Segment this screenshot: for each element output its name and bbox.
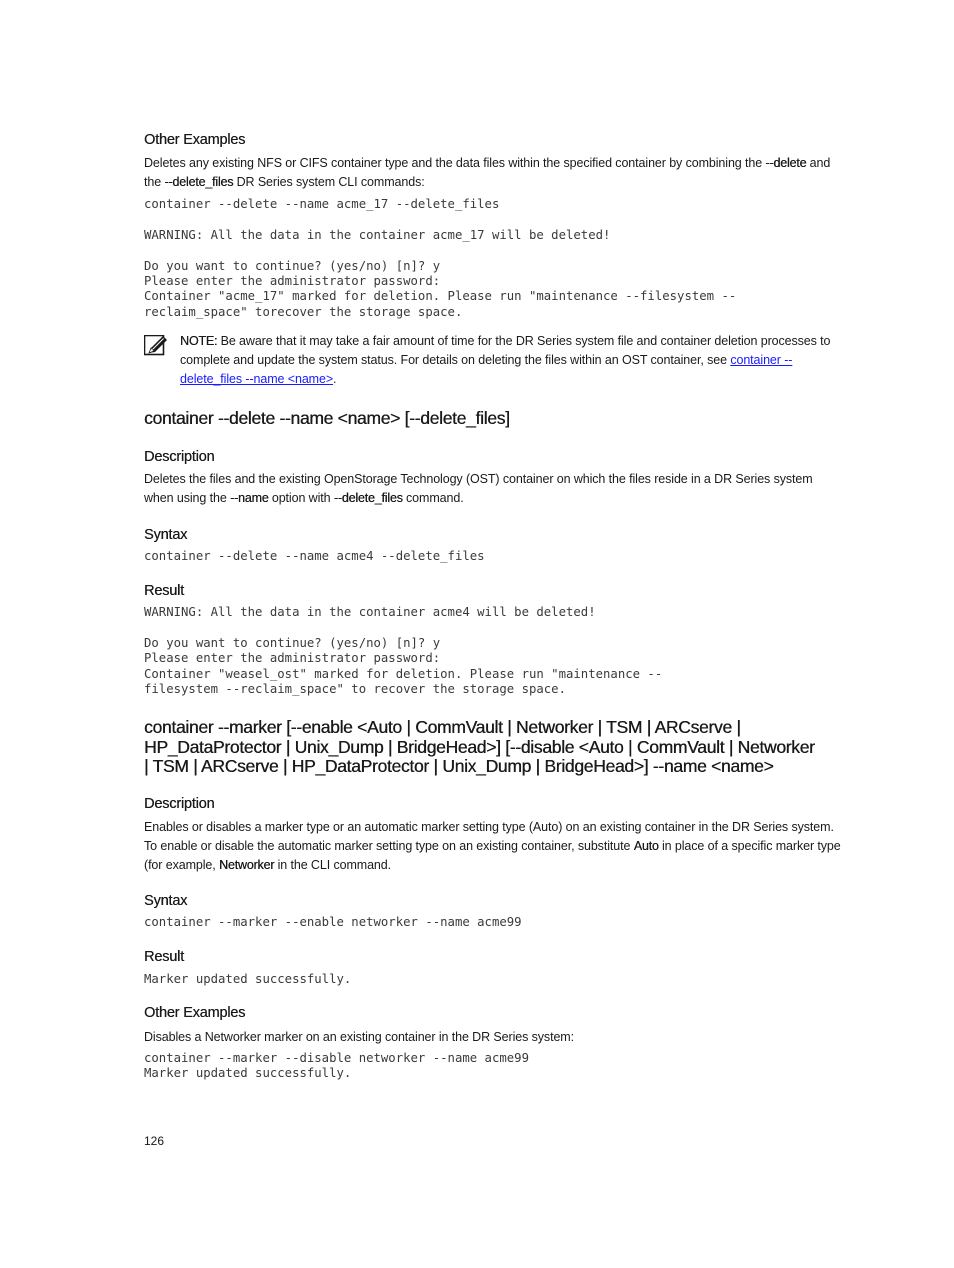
title-line: | TSM | ARCserve | HP_DataProtector | Unix_Dump | BridgeHead>] --name <name> (144, 756, 774, 776)
title-line: HP_DataProtector | Unix_Dump | BridgeHead>] [--disable <Auto | CommVault | Networker (144, 736, 815, 757)
description-heading: Description (144, 796, 215, 812)
para-text: Deletes the files and the existing OpenStorage Technology (OST) container on which the files reside in a DR Series system when using the (144, 472, 813, 505)
page-number: 126 (144, 1134, 165, 1148)
para-text: Deletes any existing NFS or CIFS container type and the data files within the specified container by combining the (144, 156, 766, 170)
para-text: in place of a specific marker type (for example, (144, 839, 841, 872)
pencil-note-icon (144, 335, 168, 357)
marker-syntax-code: container --marker --enable networker --name acme99 (144, 915, 522, 929)
description-heading: Description (144, 449, 215, 465)
para-text: command. (402, 491, 464, 505)
other-examples-heading: Other Examples (144, 1005, 246, 1021)
note-text (180, 332, 844, 389)
delete-syntax-code: container --delete --name acme4 --delete_files (144, 549, 485, 563)
keyword-delete-files: --delete_files (333, 491, 403, 505)
other-examples-heading: Other Examples (144, 132, 246, 148)
result-heading: Result (144, 583, 184, 599)
keyword-delete: --delete (765, 156, 807, 170)
para-text: Enables or disables a marker type or an automatic marker setting type (Auto) on an existing container in the DR Series system. To enable or disable the automatic marker setting type on an existing container, substitute (144, 820, 834, 853)
note-body: Be aware that it may take a fair amount of time for the DR Series system file and container deletion processes to complete and update the system status. For details on deleting the files within an OST container, see (180, 334, 831, 367)
syntax-heading: Syntax (144, 527, 188, 543)
delete-example-code: container --delete --name acme_17 --delete_files WARNING: All the data in the container acme_17 will be deleted! Do you want to continue? (yes/no) [n]? y Please enter the administrator password: Container "acme_17" marked for deletion. Please run "maintenance --filesystem -- reclaim_space" torecover the storage space. (144, 197, 737, 319)
title-line: container --marker [--enable <Auto | CommVault | Networker | TSM | ARCserve | (144, 717, 741, 737)
para-text: DR Series system CLI commands: (233, 175, 425, 189)
delete-command-title: container --delete --name <name> [--delete_files] (144, 408, 510, 428)
para-text: in the CLI command. (274, 858, 392, 872)
keyword-name: --name (230, 491, 269, 505)
marker-description-paragraph (144, 818, 844, 875)
delete-files-link[interactable]: container --delete_files --name <name> (180, 353, 793, 386)
marker-command-title (144, 718, 844, 777)
keyword-networker: Networker (219, 858, 275, 872)
delete-result-code: WARNING: All the data in the container acme4 will be deleted! Do you want to continue? (yes/no) [n]? y Please enter the administrator password: Container "weasel_ost" marked for deletion. Please run "maintenance -- filesystem --reclaim_space" to recover the storage space. (144, 605, 663, 697)
syntax-heading: Syntax (144, 893, 188, 909)
note-end: . (333, 372, 337, 386)
other-examples-paragraph (144, 154, 844, 192)
para-text: option with (268, 491, 334, 505)
marker-result-code: Marker updated successfully. (144, 972, 352, 986)
other-examples-paragraph: Disables a Networker marker on an existing container in the DR Series system: (144, 1030, 574, 1044)
note-label: NOTE: (180, 334, 218, 348)
result-heading: Result (144, 949, 184, 965)
keyword-auto: Auto (633, 839, 659, 853)
keyword-delete-files: --delete_files (164, 175, 234, 189)
delete-description-paragraph (144, 470, 844, 508)
para-text: and the (144, 156, 831, 189)
marker-disable-code: container --marker --disable networker --name acme99 Marker updated successfully. (144, 1051, 529, 1081)
